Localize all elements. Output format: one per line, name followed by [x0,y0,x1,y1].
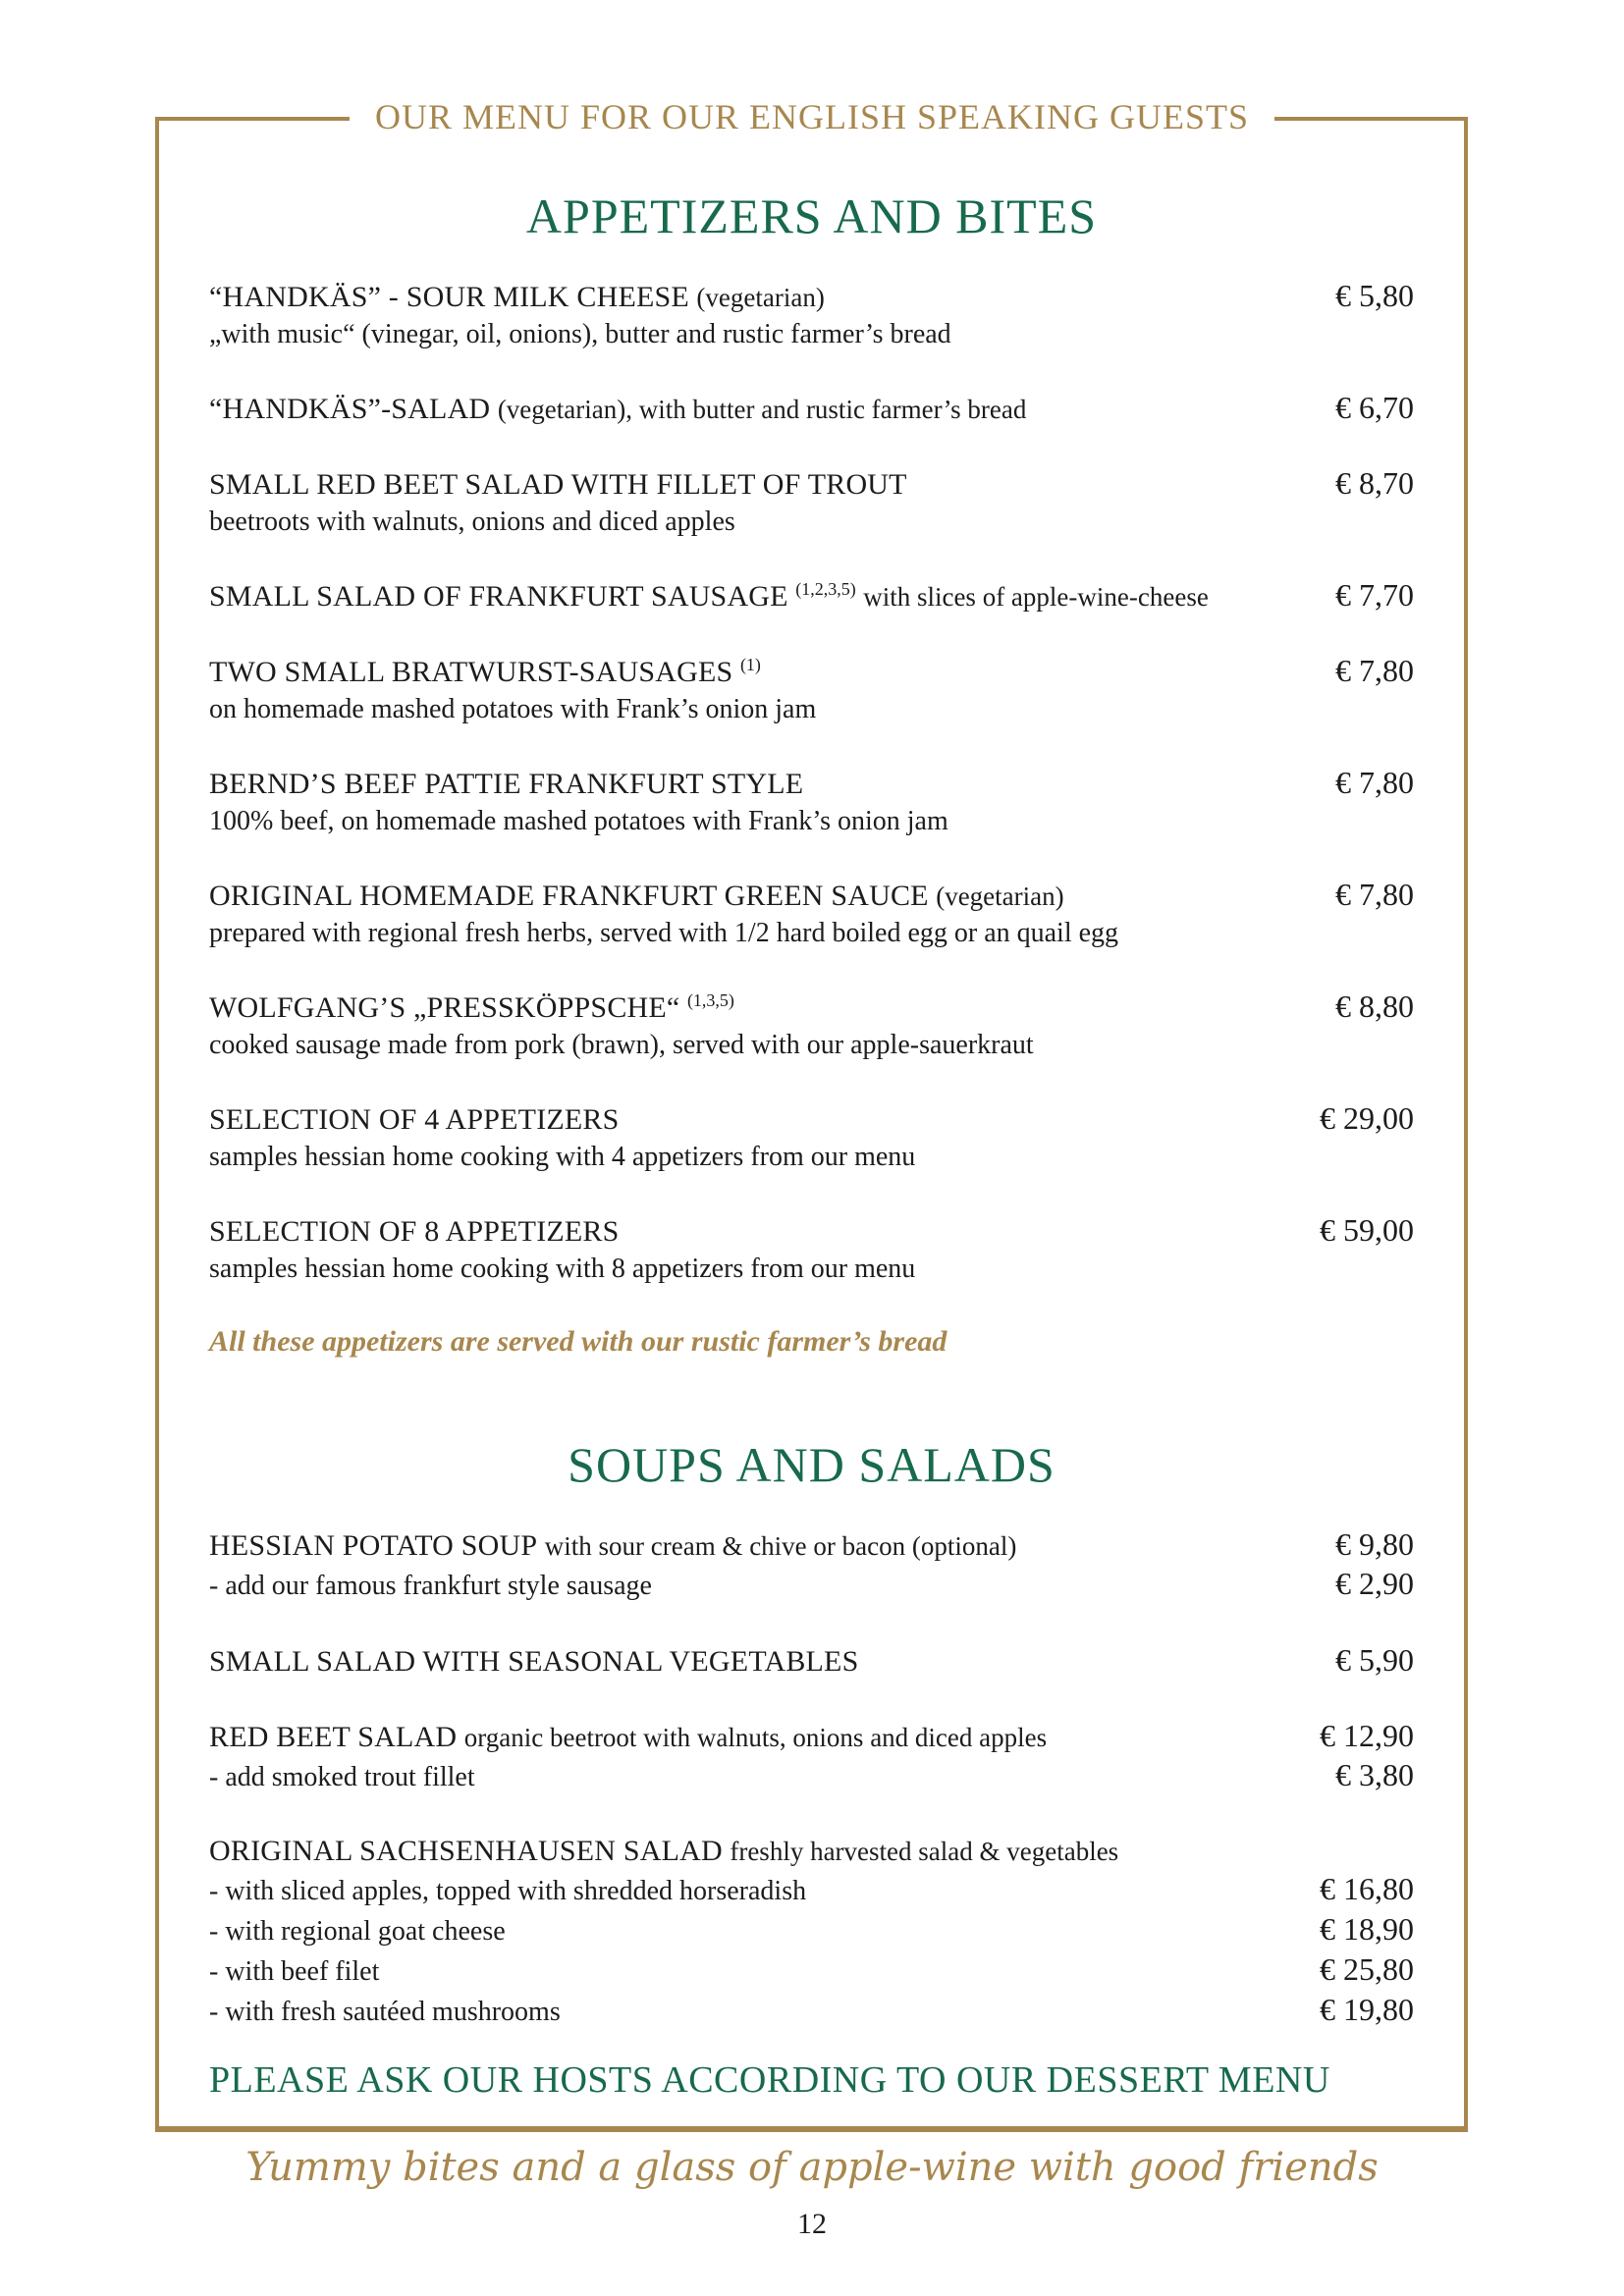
item-inline-desc: organic beetroot with walnuts, onions and diced apples [463,1723,1048,1752]
item-inline-desc: (vegetarian), with butter and rustic farmer’s bread [497,395,1027,424]
item-inline-desc: (vegetarian) [696,283,825,312]
menu-item-line [209,1641,1414,1681]
item-text [209,878,1326,915]
item-text [209,654,1326,691]
menu-item-line [209,988,1414,1027]
addon-price: € 19,80 [1320,1992,1414,2027]
item-name: TWO SMALL BRATWURST-SAUSAGES [209,656,733,688]
addon-text: - with sliced apples, topped with shredded horseradish [209,1876,807,1906]
item-price: € 9,80 [1335,1526,1414,1562]
item-text [209,1527,1326,1565]
item-inline-desc: with slices of apple-wine-cheese [863,582,1209,612]
item-price: € 7,80 [1335,653,1414,688]
addon-text: - with beef filet [209,1956,380,1987]
item-price: € 29,00 [1320,1100,1414,1136]
menu-item [209,876,1414,951]
page-number: 12 [797,2208,827,2240]
section-title: SOUPS AND SALADS [568,1437,1056,1492]
item-price: € 5,90 [1335,1642,1414,1678]
item-description: samples hessian home cooking with 8 appetizers from our menu [209,1254,916,1284]
addon-price: € 25,80 [1320,1951,1414,1987]
item-addon-line [209,1910,1414,1950]
item-name: ORIGINAL SACHSENHAUSEN SALAD [209,1835,723,1867]
item-price: € 7,80 [1335,877,1414,912]
section-title: APPETIZERS AND BITES [525,188,1098,243]
item-description: beetroots with walnuts, onions and diced apples [209,507,735,537]
menu-item [209,389,1414,428]
menu-item [209,1641,1414,1681]
item-description: 100% beef, on homemade mashed potatoes with Frank’s onion jam [209,806,948,836]
menu-item [209,1717,1414,1796]
item-name: SMALL SALAD WITH SEASONAL VEGETABLES [209,1645,859,1678]
addon-text: - add smoked trout fillet [209,1762,475,1792]
menu-content [209,187,1414,2067]
menu-item [209,1525,1414,1605]
item-inline-desc: with sour cream & chive or bacon (optional) [544,1531,1017,1561]
menu-item [209,988,1414,1063]
item-name: ORIGINAL HOMEMADE FRANKFURT GREEN SAUCE [209,880,929,912]
item-text [209,578,1326,615]
item-addon-line [209,1870,1414,1910]
item-name: SMALL SALAD OF FRANKFURT SAUSAGE [209,580,788,613]
item-text [209,1101,1310,1139]
menu-item-line [209,277,1414,316]
item-addon-line [209,1950,1414,1991]
item-name: “HANDKÄS”-SALAD [209,393,491,425]
item-footnote-numbers: (1,3,5) [686,990,734,1010]
menu-item [209,1211,1414,1287]
item-description: prepared with regional fresh herbs, served with 1/2 hard boiled egg or an quail egg [209,918,1119,948]
addon-text: - add our famous frankfurt style sausage [209,1571,652,1601]
menu-item-line [209,1525,1414,1565]
item-name: WOLFGANG’S „PRESSKÖPPSCHE“ [209,991,680,1024]
item-text [209,466,1326,504]
item-description: „with music“ (vinegar, oil, onions), butter and rustic farmer’s bread [209,319,951,349]
tagline: Yummy bites and a glass of apple-wine with good friends [245,2145,1379,2190]
menu-item-line [209,1833,1414,1870]
item-addon-line [209,1756,1414,1796]
page-title: OUR MENU FOR OUR ENGLISH SPEAKING GUESTS [350,96,1274,137]
item-price: € 8,80 [1335,988,1414,1024]
item-name: HESSIAN POTATO SOUP [209,1529,538,1562]
menu-item [209,277,1414,352]
item-name: “HANDKÄS” - SOUR MILK CHEESE [209,281,689,313]
item-text [209,391,1326,428]
item-name: SMALL RED BEET SALAD WITH FILLET OF TROUT [209,468,907,501]
menu-item [209,652,1414,727]
addon-price: € 16,80 [1320,1871,1414,1906]
addon-text: - with regional goat cheese [209,1916,506,1947]
addon-price: € 2,90 [1335,1566,1414,1601]
menu-item-line [209,464,1414,504]
item-text [209,279,1326,316]
item-footnote-numbers: (1) [739,655,761,674]
item-price: € 7,80 [1335,765,1414,800]
item-text [209,1719,1310,1756]
item-text [209,1213,1310,1251]
item-name: RED BEET SALAD [209,1721,458,1753]
item-price: € 8,70 [1335,465,1414,501]
menu-item-line [209,389,1414,428]
addon-text: - with fresh sautéed mushrooms [209,1997,561,2027]
menu-item [209,1099,1414,1175]
item-price: € 59,00 [1320,1212,1414,1248]
item-inline-desc: (vegetarian) [936,881,1064,911]
menu-item [209,764,1414,839]
item-price: € 5,80 [1335,278,1414,313]
menu-item-line [209,764,1414,803]
item-addon-line [209,1565,1414,1605]
item-description: samples hessian home cooking with 4 appetizers from our menu [209,1142,916,1172]
item-text [209,766,1326,803]
addon-price: € 3,80 [1335,1757,1414,1792]
menu-item-line [209,652,1414,691]
menu-item [209,576,1414,615]
item-name: SELECTION OF 4 APPETIZERS [209,1103,620,1136]
addon-price: € 18,90 [1320,1911,1414,1947]
menu-item-line [209,1099,1414,1139]
item-description: cooked sausage made from pork (brawn), served with our apple-sauerkraut [209,1030,1034,1060]
menu-item [209,1833,1414,2031]
menu-item-line [209,876,1414,915]
item-description: on homemade mashed potatoes with Frank’s onion jam [209,694,817,724]
menu-section [209,187,1414,1361]
item-text [209,1833,1414,1870]
menu-section [209,1435,1414,2031]
section-note: All these appetizers are served with our rustic farmer’s bread [209,1325,947,1358]
item-price: € 12,90 [1320,1718,1414,1753]
menu-item [209,464,1414,540]
item-text [209,989,1326,1027]
menu-item-line [209,576,1414,615]
item-text [209,1643,1326,1681]
item-addon-line [209,1991,1414,2031]
dessert-menu-note: PLEASE ASK OUR HOSTS ACCORDING TO OUR DESSERT MENU [209,2059,1330,2101]
item-inline-desc: freshly harvested salad & vegetables [730,1837,1119,1866]
item-price: € 6,70 [1335,390,1414,425]
item-footnote-numbers: (1,2,3,5) [795,579,856,599]
menu-item-line [209,1211,1414,1251]
item-name: SELECTION OF 8 APPETIZERS [209,1215,620,1248]
item-price: € 7,70 [1335,577,1414,613]
item-name: BERND’S BEEF PATTIE FRANKFURT STYLE [209,768,804,800]
menu-item-line [209,1717,1414,1756]
